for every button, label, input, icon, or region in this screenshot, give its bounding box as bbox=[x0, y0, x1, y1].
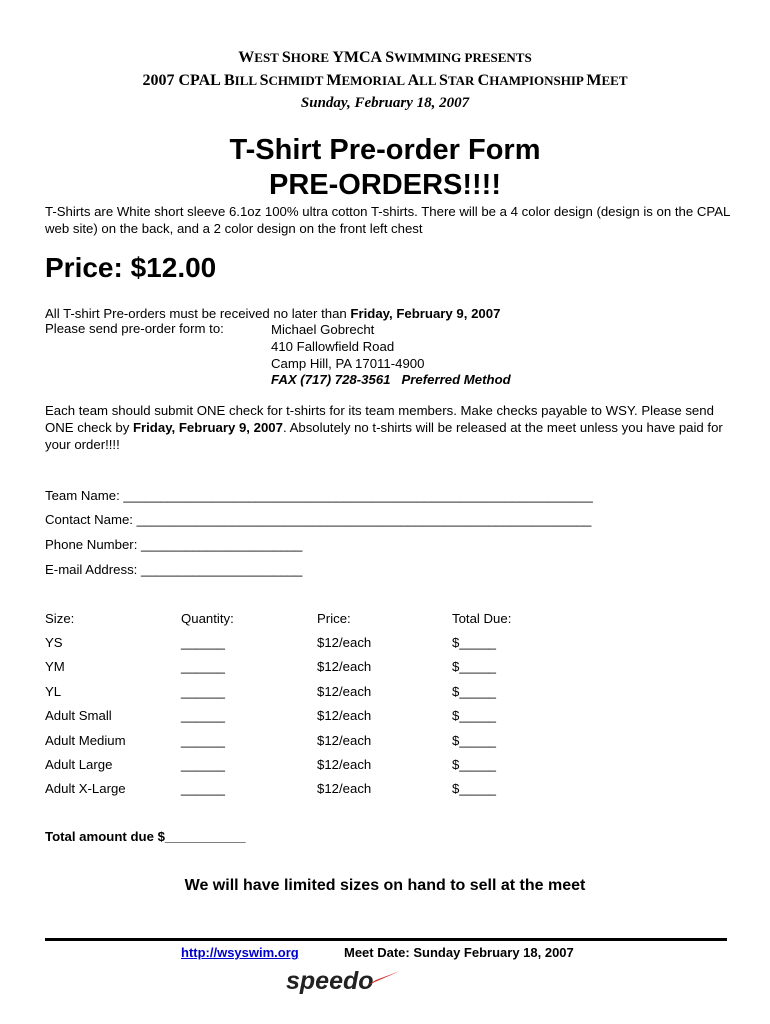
header-total-due: Total Due: bbox=[452, 611, 512, 626]
row-total-field[interactable]: $_____ bbox=[452, 708, 497, 723]
fax-note: Preferred Method bbox=[401, 372, 511, 387]
row-price: $12/each bbox=[317, 781, 372, 796]
header-quantity: Quantity: bbox=[181, 611, 234, 626]
meet-date: Meet Date: Sunday February 18, 2007 bbox=[344, 945, 574, 960]
send-label: Please send pre-order form to: bbox=[45, 321, 224, 336]
row-total-field[interactable]: $_____ bbox=[452, 781, 497, 796]
row-quantity-field[interactable]: ______ bbox=[181, 659, 226, 674]
header-size: Size: bbox=[45, 611, 75, 626]
website-link[interactable]: http://wsyswim.org bbox=[181, 945, 299, 960]
row-size: Adult Large bbox=[45, 757, 113, 772]
header-line-2: 2007 CPAL BILL SCHMIDT MEMORIAL ALL STAR CHAMPIONSHIP MEET bbox=[142, 72, 628, 89]
row-size: YL bbox=[45, 684, 62, 699]
payment-paragraph: Each team should submit ONE check for t-shirts for its team members. Make checks payable to WSY. Please send ONE check by Friday, February 9, 2007. Absolutely no t-shirts will be released at the meet unless you have paid for your order!!!! bbox=[45, 403, 723, 452]
team-name-field[interactable]: Team Name: ________________________________________________________________ bbox=[45, 488, 593, 503]
row-price: $12/each bbox=[317, 635, 372, 650]
email-address-field[interactable]: E-mail Address: ______________________ bbox=[45, 562, 303, 577]
row-total-field[interactable]: $_____ bbox=[452, 757, 497, 772]
row-price: $12/each bbox=[317, 684, 372, 699]
row-size: YS bbox=[45, 635, 63, 650]
contact-name-field[interactable]: Contact Name: ______________________________________________________________ bbox=[45, 512, 592, 527]
payment-date: Friday, February 9, 2007 bbox=[132, 420, 283, 435]
row-price: $12/each bbox=[317, 757, 372, 772]
row-price: $12/each bbox=[317, 659, 372, 674]
fax-number: FAX (717) 728-3561 bbox=[271, 372, 391, 387]
speedo-logo-text: speedo bbox=[286, 967, 374, 995]
speedo-logo-graphic bbox=[284, 963, 404, 999]
row-quantity-field[interactable]: ______ bbox=[181, 781, 226, 796]
form-subtitle: PRE-ORDERS!!!! bbox=[269, 169, 501, 201]
row-total-field[interactable]: $_____ bbox=[452, 733, 497, 748]
deadline-text bbox=[45, 305, 735, 322]
address-fax bbox=[271, 371, 511, 388]
row-size: YM bbox=[45, 659, 65, 674]
row-size: Adult Medium bbox=[45, 733, 126, 748]
price-heading: Price: $12.00 bbox=[45, 252, 217, 283]
address-city: Camp Hill, PA 17011-4900 bbox=[271, 356, 425, 371]
row-quantity-field[interactable]: ______ bbox=[181, 733, 226, 748]
total-amount-field[interactable]: Total amount due $___________ bbox=[45, 829, 246, 844]
row-quantity-field[interactable]: ______ bbox=[181, 684, 226, 699]
deadline-prefix: All T-shirt Pre-orders must be received no later than bbox=[45, 306, 351, 321]
row-total-field[interactable]: $_____ bbox=[452, 684, 497, 699]
row-price: $12/each bbox=[317, 708, 372, 723]
address-street: 410 Fallowfield Road bbox=[271, 339, 395, 354]
row-price: $12/each bbox=[317, 733, 372, 748]
address-name: Michael Gobrecht bbox=[271, 322, 375, 337]
speedo-logo bbox=[284, 963, 404, 1004]
row-size: Adult Small bbox=[45, 708, 112, 723]
header-date: Sunday, February 18, 2007 bbox=[300, 95, 470, 111]
row-quantity-field[interactable]: ______ bbox=[181, 757, 226, 772]
row-total-field[interactable]: $_____ bbox=[452, 635, 497, 650]
intro-paragraph: T-Shirts are White short sleeve 6.1oz 100% ultra cotton T-shirts. There will be a 4 color design (design is on the CPAL web site) on the back, and a 2 color design on the front left chest bbox=[45, 204, 730, 236]
deadline-date: Friday, February 9, 2007 bbox=[350, 306, 501, 321]
phone-number-field[interactable]: Phone Number: ______________________ bbox=[45, 537, 303, 552]
footer-divider bbox=[45, 938, 727, 941]
header-price: Price: bbox=[317, 611, 351, 626]
limited-sizes-note: We will have limited sizes on hand to sell at the meet bbox=[184, 877, 586, 894]
header-line-1: WEST SHORE YMCA SWIMMING PRESENTS bbox=[238, 49, 532, 66]
row-size: Adult X-Large bbox=[45, 781, 126, 796]
row-total-field[interactable]: $_____ bbox=[452, 659, 497, 674]
row-quantity-field[interactable]: ______ bbox=[181, 708, 226, 723]
row-quantity-field[interactable]: ______ bbox=[181, 635, 226, 650]
form-title: T-Shirt Pre-order Form bbox=[229, 134, 541, 166]
